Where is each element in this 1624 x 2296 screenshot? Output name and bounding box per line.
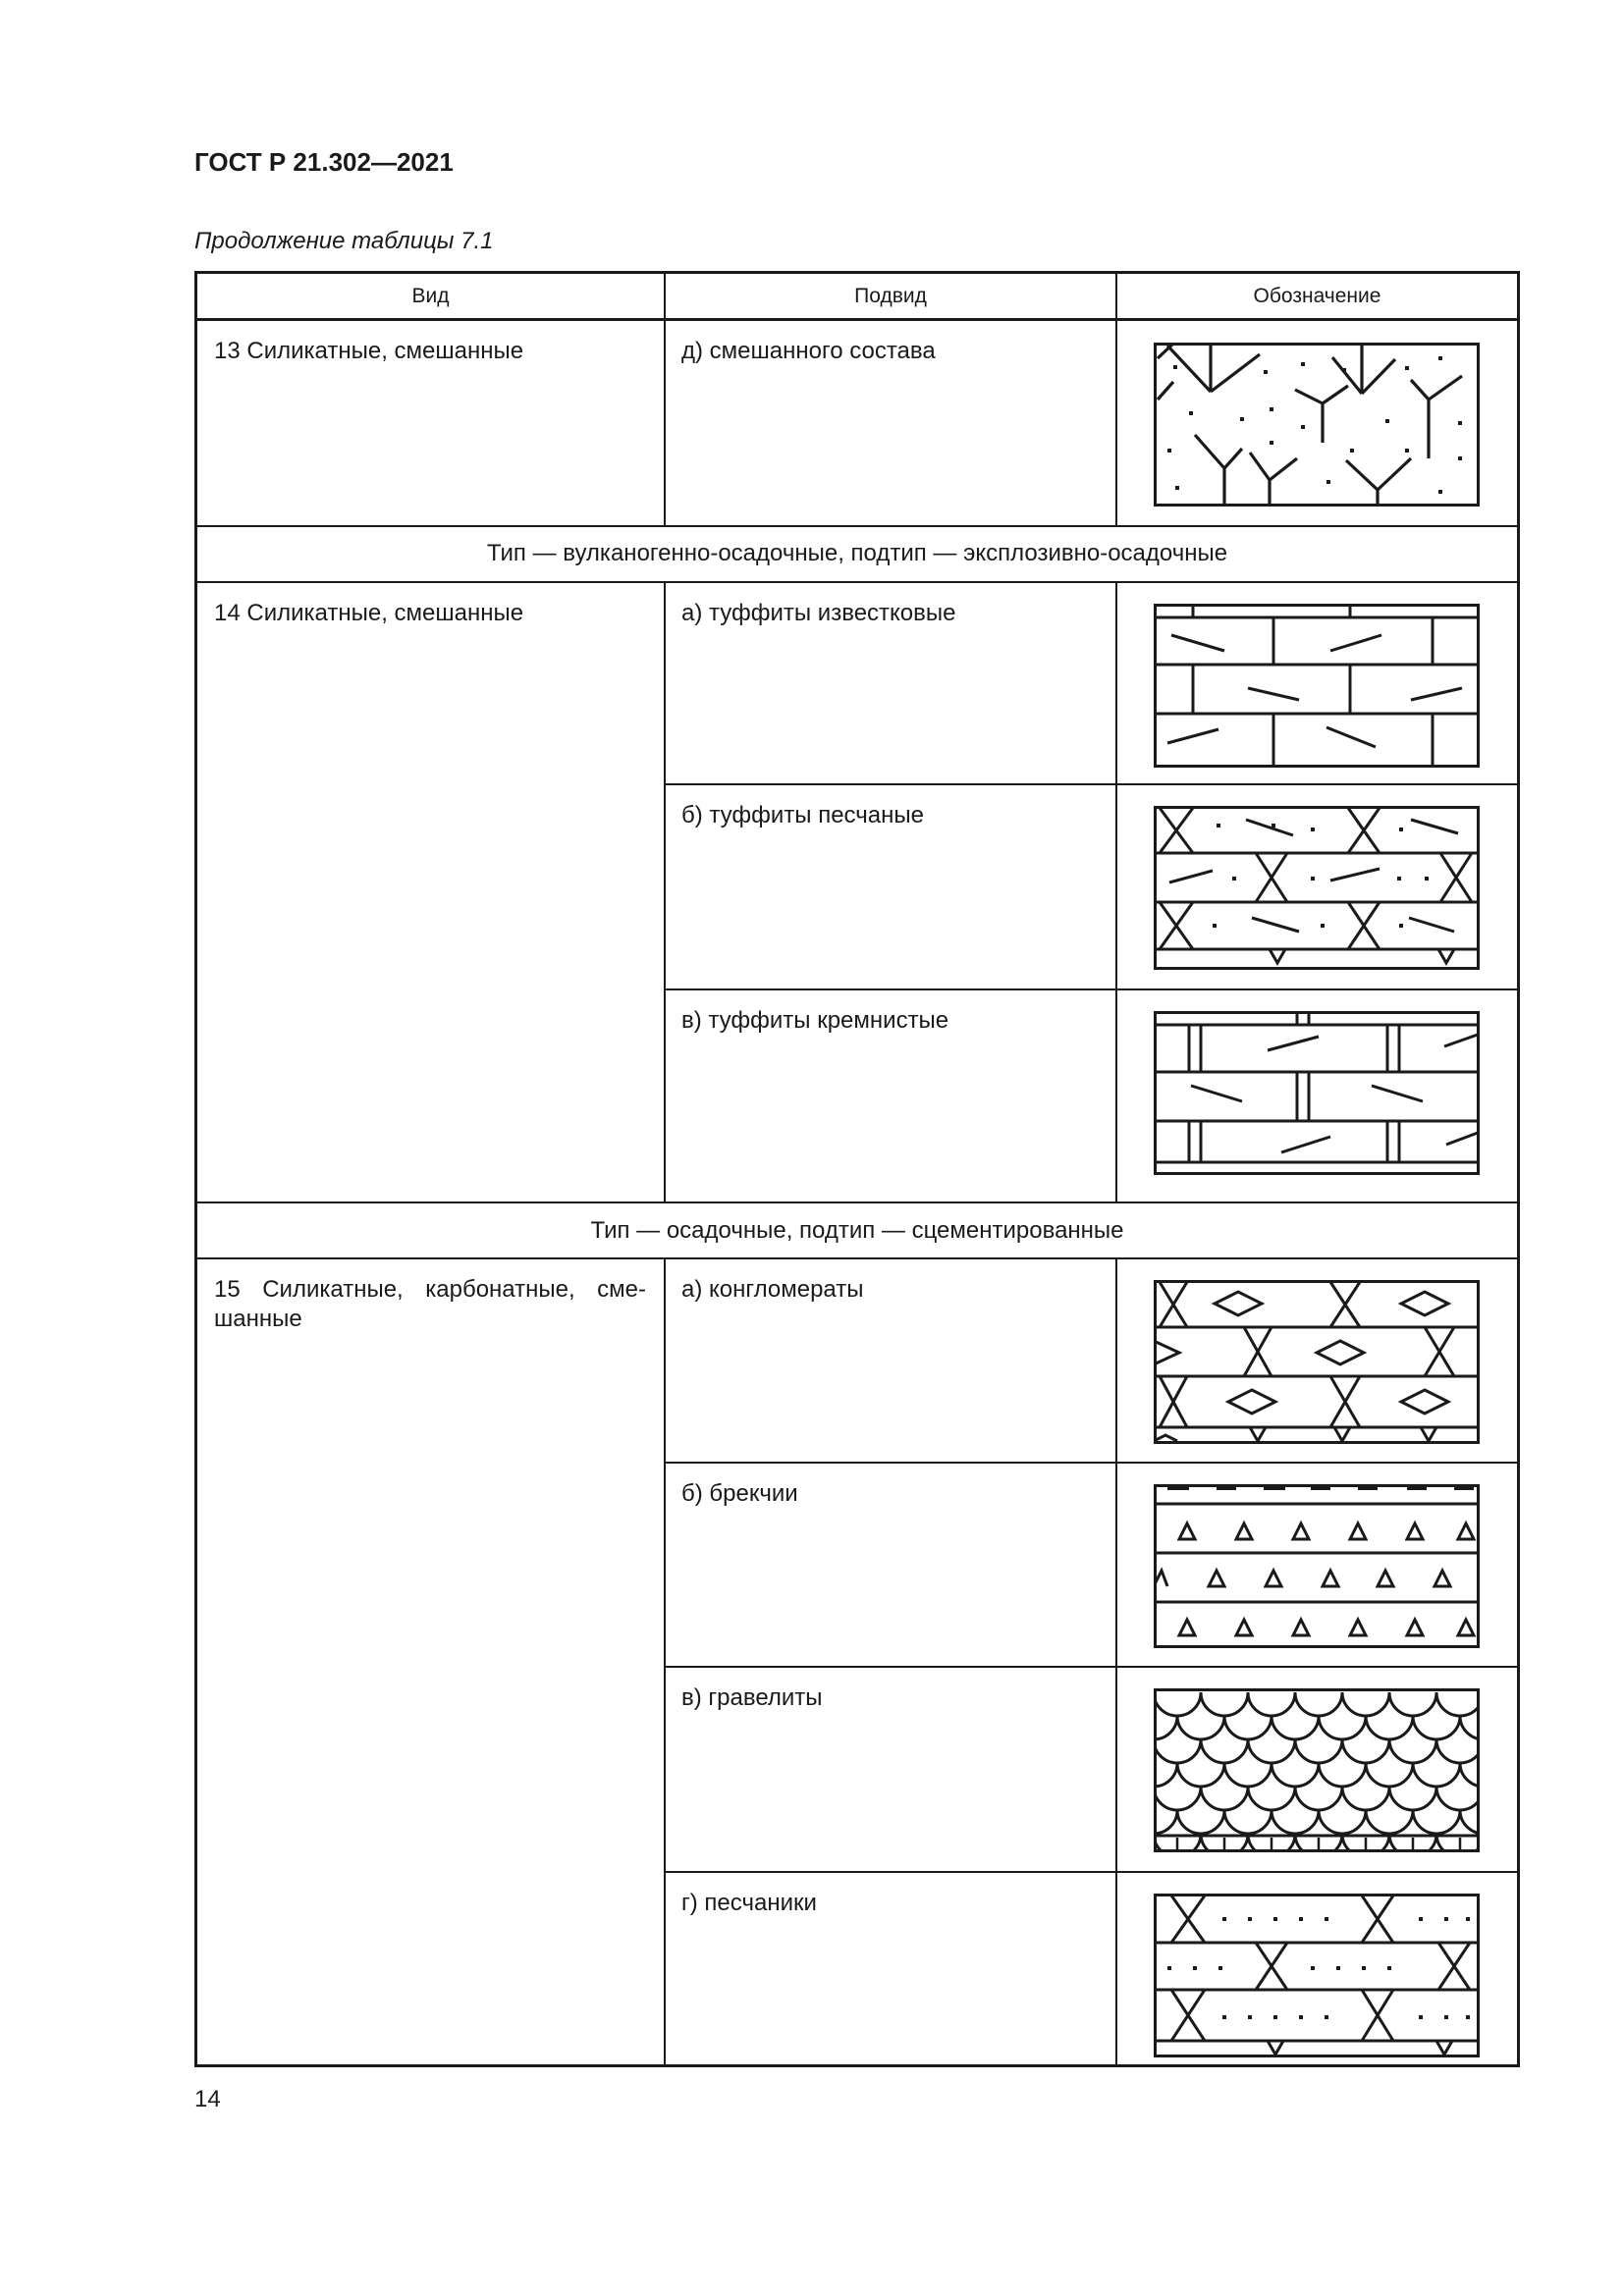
gravelite-pattern-icon	[1154, 1688, 1480, 1852]
siliceous-tuffite-pattern-icon	[1154, 1011, 1480, 1175]
geology-legend-table	[194, 271, 1520, 2067]
conglomerate-pattern-icon	[1154, 1280, 1480, 1444]
row-15-a-label: а) конгломераты	[681, 1276, 864, 1303]
subheader-type-14: Тип — вулканогенно-осадочные, подтип — эксплозивно-осадочные	[486, 540, 1228, 566]
mixed-composition-pattern-icon	[1154, 343, 1480, 507]
column-header-oboznachenie: Обозначение	[1253, 285, 1381, 307]
page-number: 14	[194, 2086, 221, 2112]
calcareous-tuffite-pattern-icon	[1154, 604, 1480, 768]
row-14-a-label: а) туффиты известковые	[681, 600, 956, 626]
row-15-vid: 15 Силикатные, карбонатные, сме-шанные	[214, 1276, 646, 1332]
row-14-vid: 14 Силикатные, смешанные	[214, 600, 524, 626]
subheader-type-15: Тип — осадочные, подтип — сцементированные	[590, 1217, 1124, 1244]
row-15-v-label: в) гравелиты	[681, 1684, 823, 1711]
row-13-vid: 13 Силикатные, смешанные	[214, 338, 524, 364]
column-header-podvid: Подвид	[854, 285, 927, 307]
sandy-tuffite-pattern-icon	[1154, 806, 1480, 970]
column-header-vid: Вид	[411, 285, 450, 307]
row-15-b-label: б) брекчии	[681, 1480, 798, 1507]
row-15-g-label: г) песчаники	[681, 1890, 817, 1916]
breccia-pattern-icon	[1154, 1484, 1480, 1648]
document-title: ГОСТ Р 21.302—2021	[194, 147, 454, 177]
row-13-d-label: д) смешанного состава	[681, 338, 936, 364]
row-14-b-label: б) туффиты песчаные	[681, 802, 924, 828]
row-14-v-label: в) туффиты кремнистые	[681, 1007, 949, 1034]
table-caption: Продолжение таблицы 7.1	[194, 228, 494, 254]
sandstone-pattern-icon	[1154, 1894, 1480, 2057]
